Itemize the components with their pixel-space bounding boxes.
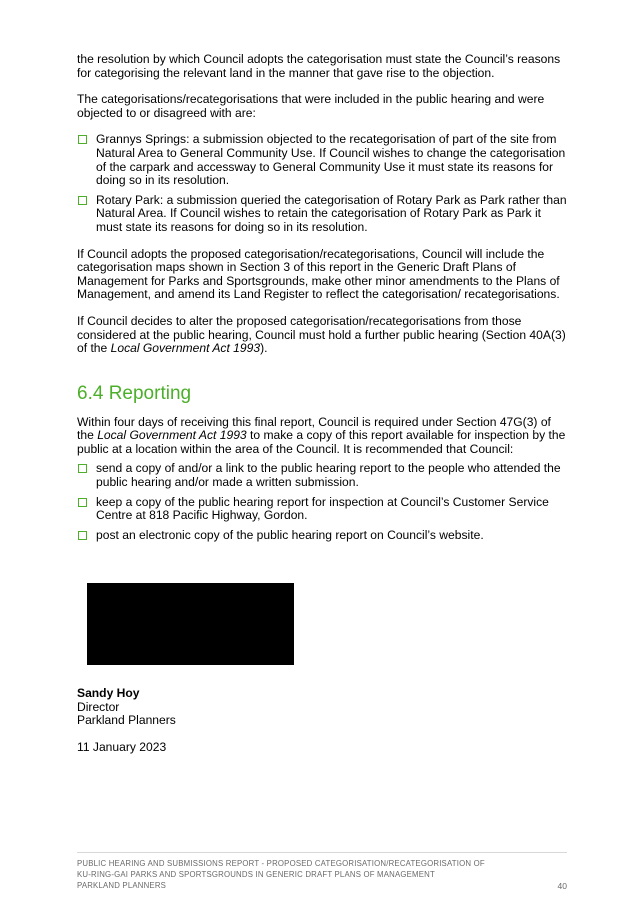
- signature-date: 11 January 2023: [77, 739, 167, 754]
- redacted-signature-block: [87, 583, 294, 665]
- objection-list: [77, 133, 569, 234]
- checkbox-bullet-icon: [78, 464, 87, 473]
- signatory-title: Director: [77, 699, 120, 714]
- list-item: [77, 529, 569, 543]
- signature-block: [77, 687, 176, 754]
- list-item-text: Grannys Springs: a submission objected to the recategorisation of part of the site from Natural Area to General Community Use. If Council wishes to change the categorisation of the carpark and accessway to General Community Use it must state its reasons for doing so in its resolution.: [96, 132, 566, 188]
- paragraph-text: ).: [260, 341, 268, 356]
- checkbox-bullet-icon: [78, 531, 87, 540]
- list-item: [77, 133, 569, 187]
- list-item: [77, 462, 569, 489]
- document-body: [77, 53, 569, 555]
- list-item-text: post an electronic copy of the public hearing report on Council’s website.: [96, 527, 484, 542]
- page-number: 40: [557, 881, 567, 891]
- checkbox-bullet-icon: [78, 196, 87, 205]
- list-item-text: keep a copy of the public hearing report for inspection at Council’s Customer Service Centre at 818 Pacific Highway, Gordon.: [96, 494, 549, 523]
- paragraph-text: to make a copy of this report available for inspection by the public at a location within the area of the Council. It is recommended that Council:: [77, 428, 566, 456]
- footer-line: PARKLAND PLANNERS: [77, 881, 167, 890]
- paragraph-reporting-intro: [77, 416, 569, 457]
- section-heading-reporting: 6.4 Reporting: [77, 382, 192, 404]
- paragraph-further-hearing: [77, 315, 569, 356]
- list-item-text: send a copy of and/or a link to the public hearing report to the people who attended the public hearing and/or made a written submission.: [96, 461, 561, 490]
- paragraph-text: If Council decides to alter the proposed categorisation/recategorisations from those considered at the public hearing, Council must hold a further public hearing (Section 40A(3) of the: [77, 313, 566, 356]
- footer-line: PUBLIC HEARING AND SUBMISSIONS REPORT - PROPOSED CATEGORISATION/RECATEGORISATION OF: [77, 859, 485, 868]
- signatory-name: Sandy Hoy: [77, 686, 140, 700]
- footer-line: KU-RING-GAI PARKS AND SPORTSGROUNDS IN GENERIC DRAFT PLANS OF MANAGEMENT: [77, 870, 435, 879]
- act-title: Local Government Act 1993: [97, 428, 247, 443]
- list-item: [77, 496, 569, 523]
- page-footer: [77, 852, 567, 891]
- paragraph-objection-reasons: the resolution by which Council adopts the categorisation must state the Council’s reasons for categorising the relevant land in the manner that gave rise to the objection.: [77, 52, 561, 80]
- checkbox-bullet-icon: [78, 498, 87, 507]
- list-item-text: Rotary Park: a submission queried the categorisation of Rotary Park as Park rather than Natural Area. If Council wishes to retain the categorisation of Rotary Park as Park it must state its reasons for doing so in its resolution.: [96, 192, 567, 234]
- checkbox-bullet-icon: [78, 135, 87, 144]
- list-item: [77, 194, 569, 235]
- paragraph-adoption: If Council adopts the proposed categorisation/recategorisations, Council will include the categorisation maps shown in Section 3 of this report in the Generic Draft Plans of Management for Parks and Sportsgrounds, make other minor amendments to the Plans of Management, and amend its Land Register to reflect the categorisation/ recategorisations.: [77, 246, 560, 302]
- signatory-company: Parkland Planners: [77, 713, 176, 728]
- act-title: Local Government Act 1993: [110, 341, 261, 356]
- recommendation-list: [77, 462, 569, 542]
- paragraph-objection-intro: The categorisations/recategorisations that were included in the public hearing and were objected to or disagreed with are:: [77, 92, 545, 120]
- paragraph-text: Within four days of receiving this final report, Council is required under Section 47G(3) of the: [77, 414, 551, 443]
